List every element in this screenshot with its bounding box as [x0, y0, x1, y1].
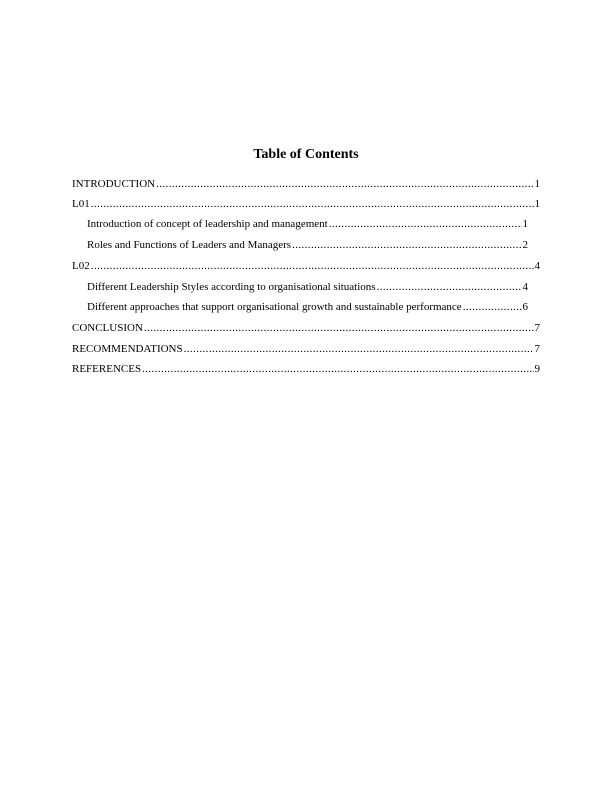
- toc-dot-leader: [329, 217, 522, 231]
- toc-entry-label: Roles and Functions of Leaders and Managers: [87, 239, 292, 251]
- toc-entry-label: RECOMMENDATIONS: [72, 343, 183, 355]
- toc-page-number: 7: [534, 343, 540, 355]
- toc-dot-leader: [156, 177, 533, 191]
- toc-entry-leadership-styles[interactable]: [87, 280, 528, 294]
- toc-entry-label: L01: [72, 198, 90, 210]
- toc-dot-leader: [91, 259, 534, 273]
- toc-entry-l02[interactable]: [72, 259, 540, 273]
- toc-dot-leader: [184, 342, 534, 356]
- toc-entry-label: REFERENCES: [72, 363, 142, 375]
- toc-entry-label: Different Leadership Styles according to organisational situations: [87, 281, 376, 293]
- toc-entry-label: INTRODUCTION: [72, 178, 156, 190]
- toc-page-number: 1: [534, 178, 540, 190]
- toc-entry-references[interactable]: [72, 362, 540, 376]
- page-title: Table of Contents: [253, 147, 359, 162]
- toc-dot-leader: [144, 321, 534, 335]
- toc-entry-introduction[interactable]: [72, 177, 540, 191]
- toc-entry-label: Introduction of concept of leadership and management: [87, 218, 328, 230]
- toc-dot-leader: [292, 238, 521, 252]
- toc-page-number: 1: [522, 218, 528, 230]
- toc-page-number: 7: [534, 322, 540, 334]
- toc-dot-leader: [142, 362, 533, 376]
- toc-entry-leadership-concept[interactable]: [87, 217, 528, 231]
- toc-page-number: 1: [534, 198, 540, 210]
- toc-dot-leader: [463, 300, 522, 314]
- toc-entry-growth-approaches[interactable]: [87, 300, 528, 314]
- toc-page-number: 9: [534, 363, 540, 375]
- toc-entry-l01[interactable]: [72, 197, 540, 211]
- toc-page-number: 6: [522, 301, 528, 313]
- toc-page-number: 4: [534, 260, 540, 272]
- toc-dot-leader: [91, 197, 534, 211]
- toc-entry-label: Different approaches that support organisational growth and sustainable performance: [87, 301, 462, 313]
- toc-entry-label: CONCLUSION: [72, 322, 143, 334]
- toc-entry-label: L02: [72, 260, 90, 272]
- toc-page-number: 2: [522, 239, 528, 251]
- toc-dot-leader: [377, 280, 522, 294]
- toc-page-number: 4: [522, 281, 528, 293]
- toc-entry-recommendations[interactable]: [72, 342, 540, 356]
- toc-entry-roles-functions[interactable]: [87, 238, 528, 252]
- toc-entry-conclusion[interactable]: [72, 321, 540, 335]
